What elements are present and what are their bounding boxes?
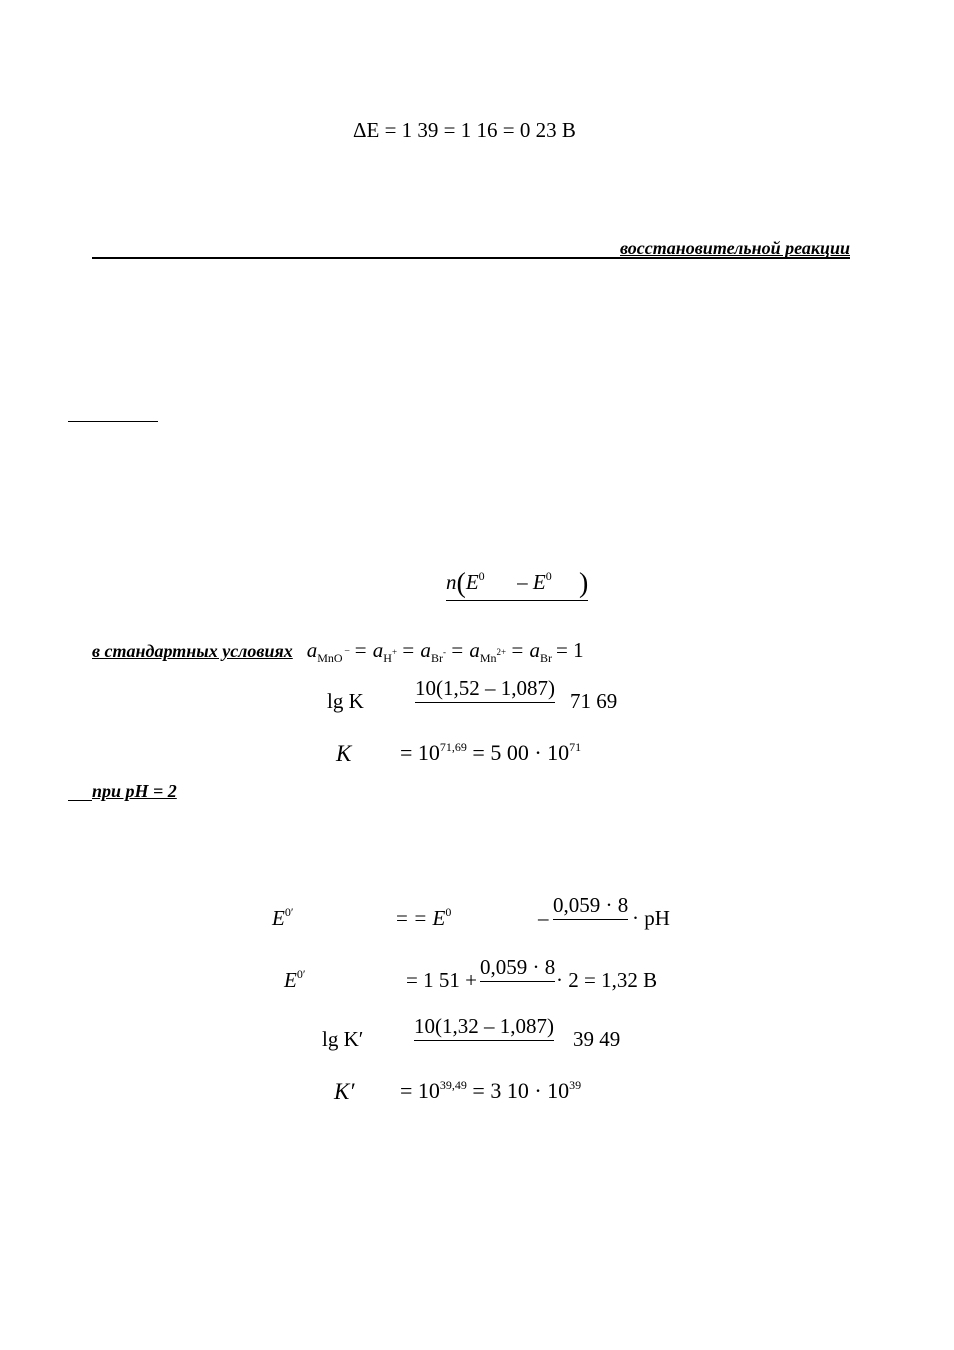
delta-e-text: ΔE = 1 39 = 1 16 = 0 23 В bbox=[353, 118, 576, 142]
activity-br2: = $a_{Br}$ bbox=[510, 638, 553, 665]
kprime-value: = $10^{39,49} = 3$ $10 \cdot 10^{39}$ bbox=[400, 1078, 582, 1103]
heading-restore: восстановительной реакции bbox=[619, 238, 850, 258]
e0prime-1-tail: · pH bbox=[632, 906, 670, 930]
e0prime-2-eq: = 1 51 + bbox=[406, 968, 477, 992]
activity-mn: = $a_{Mn}^{2+}$ bbox=[449, 638, 507, 665]
lgk-numerator: 10(1,52 – 1,087) bbox=[415, 678, 555, 703]
lgk-result: 71 69 bbox=[570, 689, 618, 713]
lgk-label: lg K bbox=[327, 689, 364, 713]
activity-mno4: $a_{MnO}$ – bbox=[306, 638, 350, 665]
standard-conditions-line bbox=[92, 638, 584, 665]
e0prime-2-lhs: $E^{0'}$ bbox=[284, 967, 306, 992]
e0prime-2-tail: · 2 = 1,32 В bbox=[556, 968, 658, 992]
short-rule bbox=[68, 421, 158, 422]
e0prime-2-numerator: 0,059 · 8 bbox=[480, 957, 555, 982]
e0prime-1-minus: – bbox=[538, 906, 549, 930]
heading-ph: при pH = 2 bbox=[92, 781, 177, 801]
e0prime-1-lhs: $E^{0'}$ bbox=[272, 905, 294, 930]
delta-e-line bbox=[353, 120, 576, 141]
activity-equals-one: = 1 bbox=[556, 638, 584, 662]
lgkprime-numerator: 10(1,32 – 1,087) bbox=[414, 1016, 554, 1041]
activity-br-ion: = $a_{Br}^-$ bbox=[401, 638, 446, 665]
k-value: = $10^{71,69} = 5$ $00 \cdot 10^{71}$ bbox=[400, 740, 582, 765]
kprime-label: K′ bbox=[334, 1079, 355, 1104]
standard-label: в стандартных условиях bbox=[92, 641, 293, 661]
e0prime-1-eq: = = $E^0$ bbox=[396, 905, 452, 930]
ph-underline-lead bbox=[68, 800, 92, 801]
lgkprime-result: 39 49 bbox=[573, 1027, 621, 1051]
k-label: K bbox=[336, 741, 352, 766]
fraction-numerator: $n(E^0 - E^0$ ) bbox=[446, 568, 589, 599]
e0prime-1-numerator: 0,059 · 8 bbox=[553, 895, 628, 920]
activity-h: = $a_H^+$ bbox=[353, 638, 398, 665]
lgkprime-label: lg K′ bbox=[322, 1027, 364, 1051]
